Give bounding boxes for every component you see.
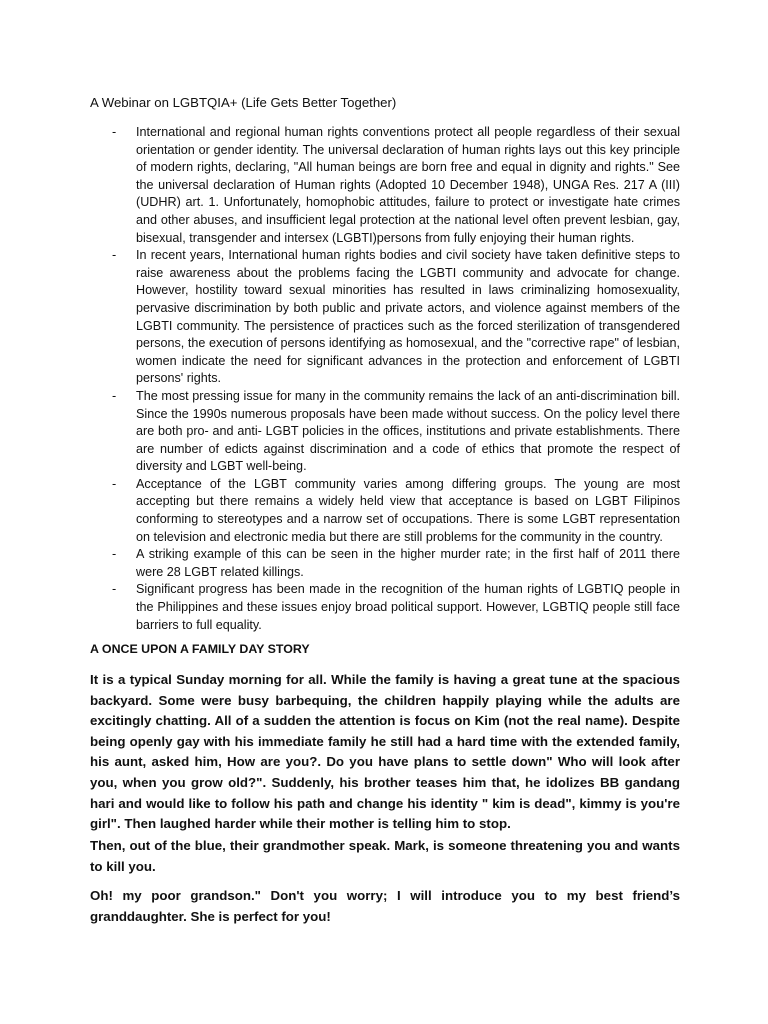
story-paragraph: Oh! my poor grandson." Don't you worry; I will introduce you to my best friend’s granddaughter. She is perfect for you! [90,888,680,924]
story-paragraph: Then, out of the blue, their grandmother speak. Mark, is someone threatening you and wants to kill you. [90,838,680,874]
bullet-text: The most pressing issue for many in the community remains the lack of an anti-discrimination bill. Since the 1990s numerous proposals have been made without success. On the policy level there are both pro- and anti- LGBT policies in the offices, institutions and private establishments. There are number of edicts against discrimination and a code of ethics that promote the respect of diversity and LGBT well-being. [136,388,680,474]
bullet-marker: - [112,388,117,403]
bullet-item [90,388,680,476]
bullet-item [90,124,680,247]
bullet-marker: - [112,582,117,597]
bullet-text: Acceptance of the LGBT community varies among differing groups. The young are most accepting but there remains a widely held view that acceptance is based on LGBT Filipinos conforming to stereotypes and a narrow set of occupations. There is some LGBT representation on television and electronic media but there are still problems for the community in the country. [136,476,680,544]
bullet-text: In recent years, International human rights bodies and civil society have taken definitive steps to raise awareness about the problems facing the LGBTI community and advocate for change. However, hostility toward sexual minorities has resulted in laws criminalizing homosexuality, pervasive discrimination by both public and private actors, and violence against members of the LGBTI community. The persistence of practices such as the forced sterilization of transgendered persons, the execution of persons identifying as homosexual, and the "corrective rape" of lesbian, women indicate the need for significant advances in the protection and enforcement of LGBTI persons' rights. [136,248,680,386]
bullet-text: A striking example of this can be seen in the higher murder rate; in the first half of 2011 there were 28 LGBT related killings. [136,547,680,579]
bullet-item [90,546,680,581]
story-paragraph: It is a typical Sunday morning for all. While the family is having a great tune at the spacious backyard. Some were busy barbequing, the children happily playing while the adults are excitingly chatting. All of a sudden the attention is focus on Kim (not the real name). Despite being openly gay with his immediate family he still had a hard time with the extended family, his aunt, asked him, How are you?. Do you have plans to settle down" Who will look after you, when you grow old?". Suddenly, his brother teases him that, he idolizes BB gandang hari and would like to follow his path and change his identity " kim is dead", kimmy is you're girl". Then laughed harder while their mother is telling him to stop. [90,672,680,832]
bullet-item [90,476,680,546]
document-title: A Webinar on LGBTQIA+ (Life Gets Better Together) [90,95,397,110]
bullet-text: International and regional human rights conventions protect all people regardless of their sexual orientation or gender identity. The universal declaration of human rights lays out this key principle of modern rights, declaring, "All human beings are born free and equal in dignity and rights." See the universal declaration of Human rights (Adopted 10 December 1948), UNGA Res. 217 A (III) (UDHR) art. 1. Unfortunately, homophobic attitudes, failure to protect or investigate hate crimes and other abuses, and insufficient legal protection at the national level often prevent lesbian, gay, bisexual, transgender and intersex (LGBTI)persons from fully enjoying their human rights. [136,125,680,245]
bullet-list [90,124,680,634]
bullet-marker: - [112,125,117,139]
bullet-text: Significant progress has been made in the recognition of the human rights of LGBTIQ people in the Philippines and these issues enjoy broad political support. However, LGBTIQ people still face barriers to full equality. [136,582,680,632]
bullet-item [90,247,680,388]
story-heading: A ONCE UPON A FAMILY DAY STORY [90,642,310,656]
bullet-marker: - [112,476,117,491]
bullet-marker: - [112,547,117,562]
bullet-item [90,581,680,634]
bullet-marker: - [112,248,117,263]
